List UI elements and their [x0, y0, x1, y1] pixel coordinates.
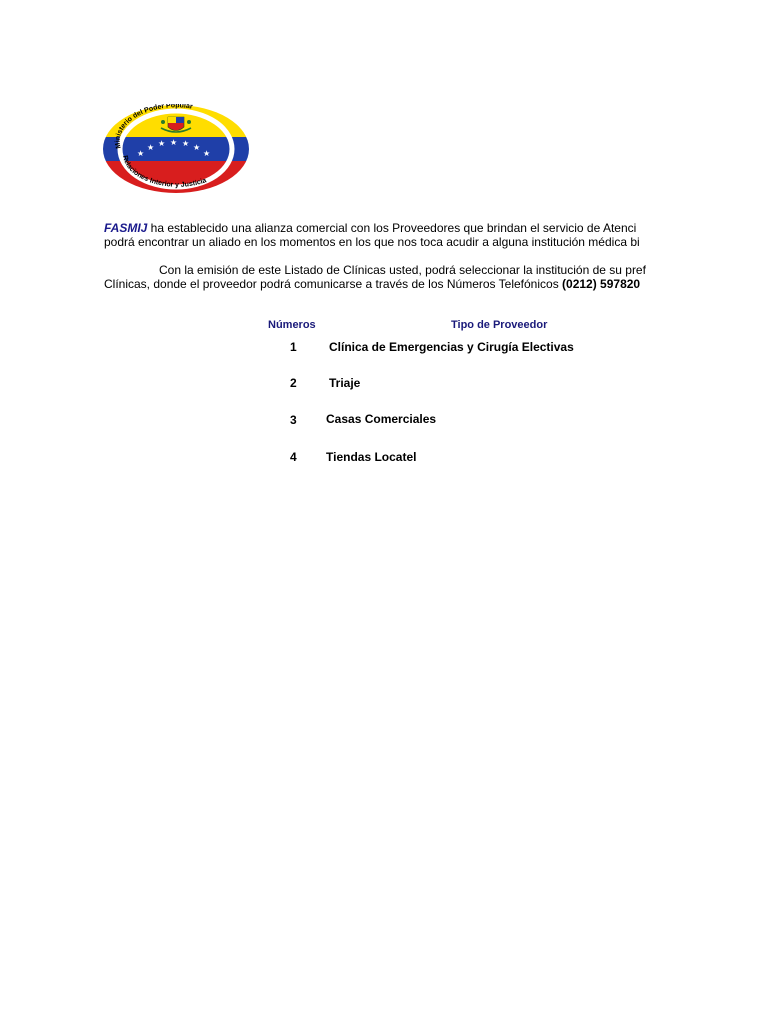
header-tipo-proveedor: Tipo de Proveedor [451, 319, 548, 331]
svg-text:★: ★ [137, 149, 145, 158]
listing-line-1 [104, 263, 768, 277]
intro-paragraph [104, 221, 768, 249]
row-label: Tiendas Locatel [326, 450, 417, 464]
header-numeros: Números [268, 319, 316, 331]
row-number: 2 [290, 376, 297, 390]
listing-paragraph [104, 263, 768, 291]
brand-name: FASMIJ [104, 221, 148, 235]
row-label: Casas Comerciales [326, 412, 437, 426]
svg-text:★: ★ [147, 143, 155, 152]
row-number: 4 [290, 450, 297, 464]
svg-text:★: ★ [170, 138, 178, 147]
row-number: 3 [290, 413, 297, 427]
listing-line-2 [104, 277, 768, 291]
svg-text:★: ★ [193, 143, 201, 152]
row-label: Triaje [329, 376, 361, 390]
phone-number: (0212) 597820 [562, 277, 641, 291]
ministry-seal-graphic [103, 104, 253, 194]
listing-line-1-text: Con la emisión de este Listado de Clínicas usted, podrá seleccionar la institución de su pref [159, 263, 646, 277]
listing-line-2-text: Clínicas, donde el proveedor podrá comunicarse a través de los Números Telefónicos [104, 277, 563, 291]
row-label: Clínica de Emergencias y Cirugía Electivas [329, 340, 574, 354]
svg-text:★: ★ [158, 139, 166, 148]
ministry-logo [103, 104, 253, 194]
svg-text:★: ★ [203, 149, 211, 158]
intro-line-1 [104, 221, 768, 235]
svg-text:★: ★ [182, 139, 190, 148]
logo-text-bottom: Relaciones Interior y Justicia [120, 154, 208, 189]
logo-text-top: Ministerio del Poder Popular [114, 104, 194, 150]
intro-line-2: podrá encontrar un aliado en los momentos en los que nos toca acudir a alguna institución médica bi [104, 235, 640, 249]
row-number: 1 [290, 340, 297, 354]
intro-line-1-text: ha establecido una alianza comercial con los Proveedores que brindan el servicio de Atenci [147, 221, 637, 235]
